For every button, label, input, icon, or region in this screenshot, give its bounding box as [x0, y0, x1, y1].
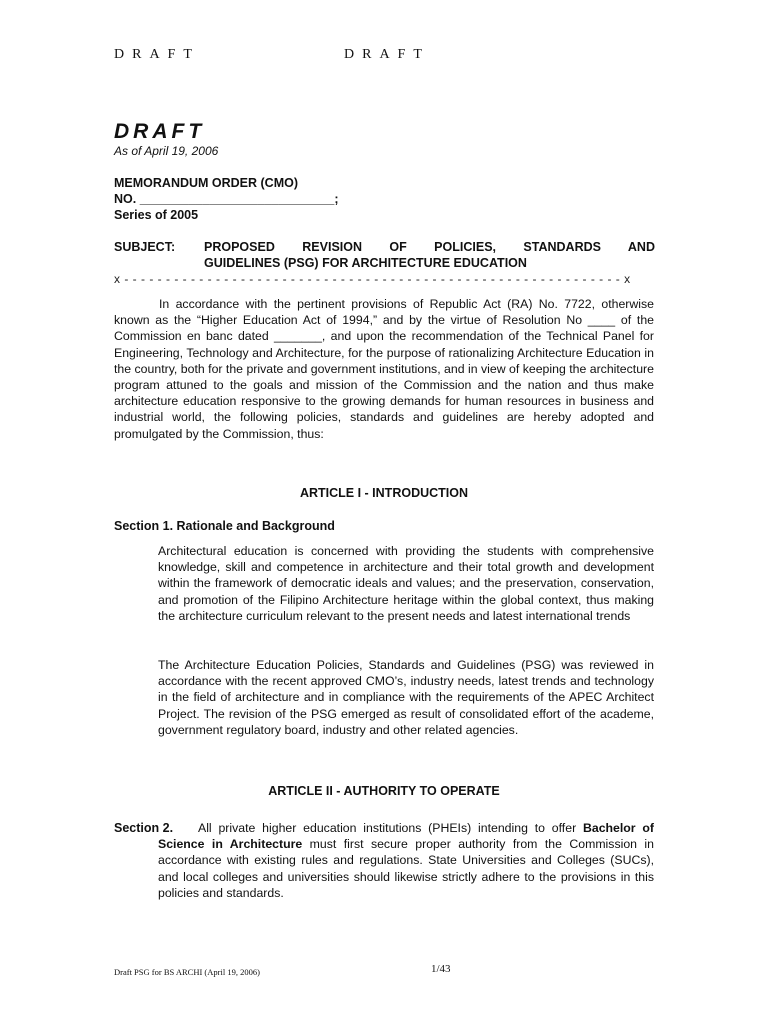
- separator-line: x - - - - - - - - - - - - - - - - - - - - - - - - - - - - - - - - - - - - - - - - - - - - - - - - - - - - - - - - - - - - x: [114, 272, 631, 286]
- header-draft-right: DRAFT: [344, 47, 430, 62]
- footer-page-number: 1/43: [431, 963, 451, 975]
- program-name: Bachelor of Science in Architecture: [158, 821, 654, 852]
- section-2-text-before: All private higher education institutions (PHEIs) intending to offer: [198, 821, 583, 835]
- section-1-paragraph-1: Architectural education is concerned with providing the students with comprehensive knowledge, skill and competence in architecture and their total growth and development within the framework of democratic ideals and values; and the preservation, conservation, and promotion of the Filipino Architecture heritage within the global context, thus making the architecture curriculum relevant to the present needs and latest international trends: [158, 544, 654, 623]
- header-draft-left: DRAFT: [114, 47, 200, 62]
- article-1-heading: ARTICLE I - INTRODUCTION: [299, 486, 469, 500]
- document-title: DRAFT: [114, 120, 206, 143]
- memo-number-line: NO. ____________________________;: [114, 192, 339, 206]
- section-2-label: Section 2.: [114, 821, 174, 835]
- subject-line-2: GUIDELINES (PSG) FOR ARCHITECTURE EDUCATION: [204, 256, 527, 270]
- section-2-text-after: must first secure proper authority from the Commission in accordance with existing rules and regulations. State Universities and Colleges (SUCs), and local colleges and universities should likewise strictly adhere to the provisions in this policies and standards.: [158, 837, 654, 900]
- as-of-date: As of April 19, 2006: [114, 144, 219, 158]
- memo-series: Series of 2005: [114, 208, 199, 222]
- section-1-paragraph-2: The Architecture Education Policies, Standards and Guidelines (PSG) was reviewed in accordance with the recent approved CMO’s, industry needs, latest trends and technology in the field of architecture and in compliance with the requirements of the APEC Architect Project. The revision of the PSG emerged as result of consolidated effort of the academe, government regulatory board, industry and other related agencies.: [158, 658, 654, 737]
- memo-order-heading: MEMORANDUM ORDER (CMO): [114, 176, 299, 190]
- section-2-text: [158, 820, 654, 901]
- article-2-heading: ARTICLE II - AUTHORITY TO OPERATE: [268, 784, 500, 798]
- subject-line-1: PROPOSED REVISION OF POLICIES, STANDARDS AND: [204, 240, 655, 254]
- subject-label: SUBJECT:: [114, 240, 176, 254]
- section-1-heading: Section 1. Rationale and Background: [114, 519, 335, 533]
- footer-document-name: Draft PSG for BS ARCHI (April 19, 2006): [114, 967, 260, 977]
- intro-paragraph: In accordance with the pertinent provisions of Republic Act (RA) No. 7722, otherwise known as the “Higher Education Act of 1994,” and by the virtue of Resolution No ____ of the Commission en banc dated _______, and upon the recommendation of the Technical Panel for Engineering, Technology and Architecture, for the purpose of rationalizing Architecture Education in the country, both for the private and government institutions, and in view of keeping the architecture program attuned to the goals and mission of the Commission and the nation and thus make architecture education responsive to the growing demands for human resources in business and industrial world, the following policies, standards and guidelines are hereby adopted and promulgated by the Commission, thus:: [114, 297, 654, 441]
